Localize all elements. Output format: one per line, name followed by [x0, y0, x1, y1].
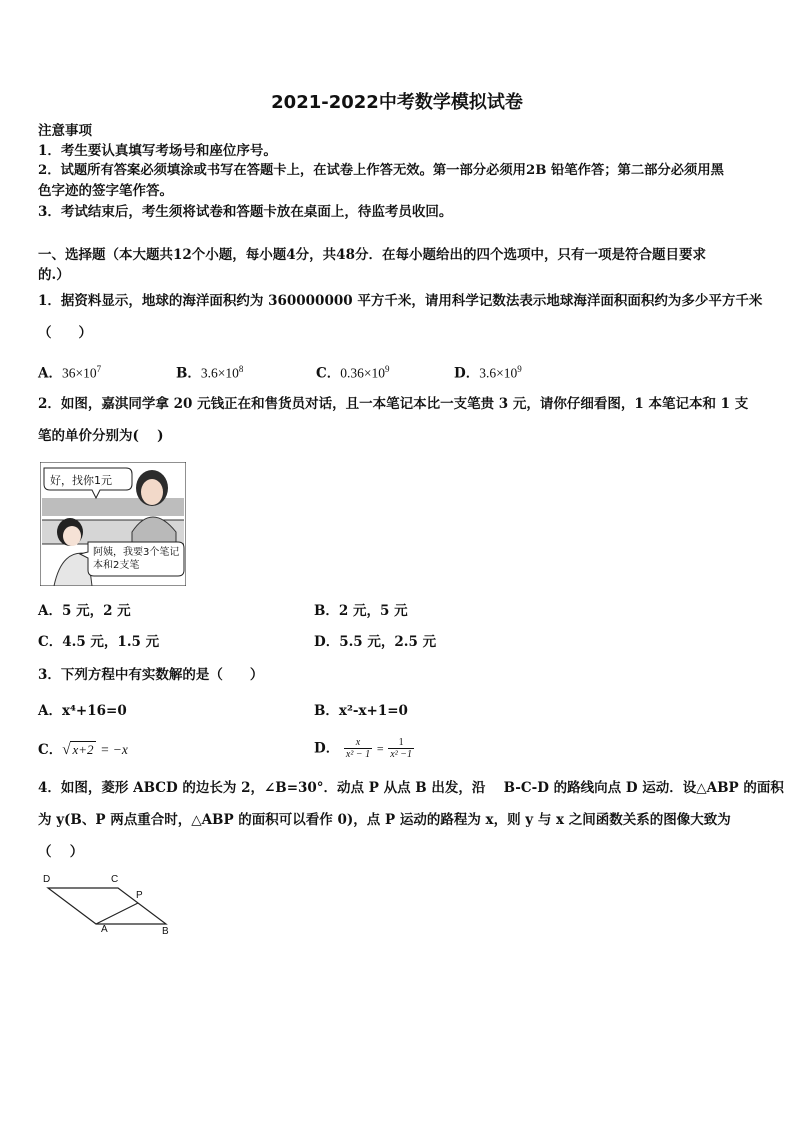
- shop-illustration: [40, 462, 186, 586]
- bubble-top-text: 好，找你1元: [50, 474, 112, 487]
- label-b: B: [162, 926, 169, 937]
- bubble-bottom-text-2: 本和2支笔: [93, 560, 140, 571]
- q2-option-b: B．2 元，5 元: [314, 603, 408, 619]
- assistant-face: [141, 479, 163, 505]
- label-p: P: [136, 890, 143, 901]
- q1-option-c: C．$0.36\times 10^9$: [316, 364, 390, 382]
- label-d: D: [43, 874, 51, 885]
- q2-option-c: C．4.5 元，1.5 元: [38, 634, 160, 650]
- note-item-2-cont: 色字迹的签字笔作答。: [38, 183, 173, 199]
- q3-stem: 3．下列方程中有实数解的是（ ）: [38, 667, 264, 683]
- q4-stem: 4．如图，菱形 ABCD 的边长为 2，∠B=30°．动点 P 从点 B 出发，沿 B-C-D 的路线向点 D 运动．设△ABP 的面积: [38, 780, 784, 796]
- q1-option-d: D．$3.6\times 10^9$: [454, 364, 522, 382]
- q1-option-b: B．$3.6\times 10^8$: [176, 364, 244, 382]
- q2-option-a: A．5 元，2 元: [38, 603, 131, 619]
- note-item-3: 3．考试结束后，考生须将试卷和答题卡放在桌面上，待监考员收回。: [38, 204, 453, 220]
- rhombus-figure: [40, 872, 180, 938]
- segment-ap: [96, 903, 138, 924]
- q3-option-c: C．√ x+2 = −x: [38, 742, 128, 758]
- rhombus-drawing: [40, 872, 180, 938]
- fraction-1: $\frac{x}{\text{x² − 1}}$: [345, 737, 371, 760]
- q3-option-b: B．x²-x+1=0: [314, 703, 408, 719]
- q1-paren: （ ）: [38, 325, 92, 341]
- q1-stem: 1．据资料显示，地球的海洋面积约为 360000000 平方千米，请用科学记数法表示地球海洋面积面积约为多少平方千米: [38, 293, 763, 309]
- q4-paren: （ ）: [38, 844, 84, 860]
- q3-option-d: D． $\frac{x}{\text{x² − 1}}$ = $\frac{1}{\text{x² −1}}$: [314, 737, 412, 760]
- label-a: A: [101, 924, 108, 935]
- page-title: 2021-2022中考数学模拟试卷: [271, 92, 523, 113]
- fraction-2: $\frac{1}{\text{x² −1}}$: [390, 737, 412, 760]
- q4-stem-cont: 为 y(B、P 两点重合时，△ABP 的面积可以看作 0)，点 P 运动的路程为 x，则 y 与 x 之间函数关系的图像大致为: [38, 812, 731, 828]
- section-heading-cont: 的.）: [38, 267, 70, 283]
- girl-face: [63, 526, 81, 546]
- notes-heading: 注意事项: [38, 123, 92, 139]
- label-c: C: [111, 874, 119, 885]
- q1-option-a: A．$36\times 10^7$: [38, 364, 102, 382]
- q3-option-a: A．x⁴+16=0: [38, 703, 127, 719]
- q2-stem-cont: 笔的单价分别为( ): [38, 428, 164, 444]
- section-heading: 一、选择题（本大题共12个小题，每小题4分，共48分．在每小题给出的四个选项中，只有一项是符合题目要求: [38, 247, 706, 263]
- bubble-bottom-text-1: 阿姨，我要3个笔记: [93, 547, 180, 558]
- q2-stem: 2．如图，嘉淇同学拿 20 元钱正在和售货员对话，且一本笔记本比一支笔贵 3 元，请你仔细看图，1 本笔记本和 1 支: [38, 396, 749, 412]
- note-item-2: 2．试题所有答案必须填涂或书写在答题卡上，在试卷上作答无效。第一部分必须用2B 铅笔作答；第二部分必须用黑: [38, 163, 724, 178]
- note-item-1: 1．考生要认真填写考场号和座位序号。: [38, 143, 277, 159]
- q2-option-d: D．5.5 元，2.5 元: [314, 634, 437, 650]
